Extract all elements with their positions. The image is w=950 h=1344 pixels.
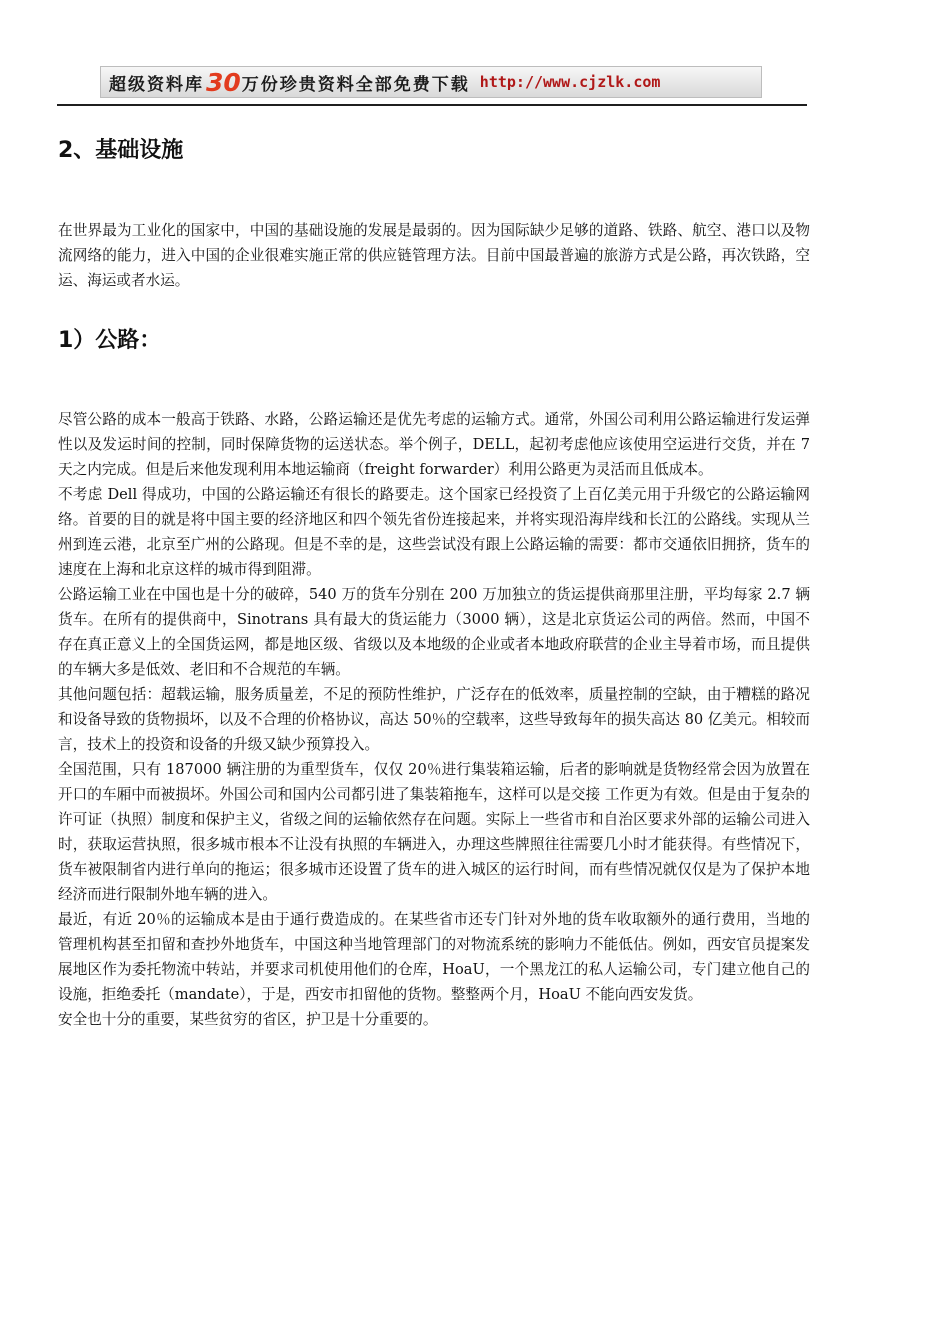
section-heading: 2、基础设施 [58,138,184,163]
body-paragraph: 其他问题包括：超载运输，服务质量差，不足的预防性维护，广泛存在的低效率，质量控制的空缺，由于糟糕的路况和设备导致的货物损坏，以及不合理的价格协议，高达 50％的空载率，这些导致每年的损失高达 80 亿美元。相较而言，技术上的投资和设备的升级又缺少预算投入。 [58,686,810,753]
body-paragraph: 全国范围，只有 187000 辆注册的为重型货车，仅仅 20％进行集装箱运输，后者的影响就是货物经常会因为放置在开口的车厢中而被损坏。外国公司和国内公司都引进了集装箱拖车，这样可以是交接 工作更为有效。但是由于复杂的许可证（执照）制度和保护主义，省级之间的运输依然存在问题。实际上一些省市和自治区要求外部的运输公司进入时，获取运营执照，很多城市根本不让没有执照的车辆进入，办理这些牌照往往需要几小时才能获得。有些情况下，货车被限制省内进行单向的拖运；很多城市还设置了货车的进入城区的运行时间，而有些情况就仅仅是为了保护本地经济而进行限制外地车辆的进入。 [58,761,810,903]
header-banner [100,66,762,98]
body-paragraph: 公路运输工业在中国也是十分的破碎，540 万的货车分别在 200 万加独立的货运提供商那里注册，平均每家 2.7 辆货车。在所有的提供商中，Sinotrans 具有最大的货运能力（3000 辆），这是北京货运公司的两倍。然而，中国不存在真正意义上的全国货运网，都是地区级、省级以及本地级的企业或者本地政府联营的企业主导着市场，而且提供的车辆大多是低效、老旧和不合规范的车辆。 [58,586,810,678]
intro-paragraph: 在世界最为工业化的国家中，中国的基础设施的发展是最弱的。因为国际缺少足够的道路、铁路、航空、港口以及物流网络的能力，进入中国的企业很难实施正常的供应链管理方法。目前中国最普遍的旅游方式是公路，再次铁路，空运、海运或者水运。 [58,222,810,289]
banner-suffix: 万份珍贵资料全部免费下载 [241,74,470,95]
road-section-body [58,407,810,1032]
body-paragraph: 不考虑 Dell 得成功，中国的公路运输还有很长的路要走。这个国家已经投资了上百亿美元用于升级它的公路运输网络。首要的目的就是将中国主要的经济地区和四个领先省份连接起来，并将实现沿海岸线和长江的公路线。实现从兰州到连云港，北京至广州的公路现。但是不幸的是，这些尝试没有跟上公路运输的需要：都市交通依旧拥挤，货车的速度在上海和北京这样的城市得到阻滞。 [58,486,810,578]
banner-url: http://www.cjzlk.com [479,73,661,91]
subsection-heading: 1）公路： [58,328,162,353]
banner-number: 30 [206,67,241,97]
body-paragraph: 安全也十分的重要，某些贫穷的省区，护卫是十分重要的。 [58,1011,438,1028]
banner-prefix: 超级资料库 [109,74,204,95]
body-paragraph: 尽管公路的成本一般高于铁路、水路，公路运输还是优先考虑的运输方式。通常，外国公司利用公路运输进行发运弹性以及发运时间的控制，同时保障货物的运送状态。举个例子，DELL，起初考虑他应该使用空运进行交货，并在 7 天之内完成。但是后来他发现利用本地运输商（freight forwarder）利用公路更为灵活而且低成本。 [58,411,810,478]
body-paragraph: 最近，有近 20％的运输成本是由于通行费造成的。在某些省市还专门针对外地的货车收取额外的通行费用，当地的管理机构甚至扣留和查抄外地货车，中国这种当地管理部门的对物流系统的影响力不能低估。例如，西安官员提案发展地区作为委托物流中转站，并要求司机使用他们的仓库，HoaU，一个黑龙江的私人运输公司，专门建立他自己的设施，拒绝委托（mandate），于是，西安市扣留他的货物。整整两个月，HoaU 不能向西安发货。 [58,911,810,1003]
header-divider [57,104,807,106]
